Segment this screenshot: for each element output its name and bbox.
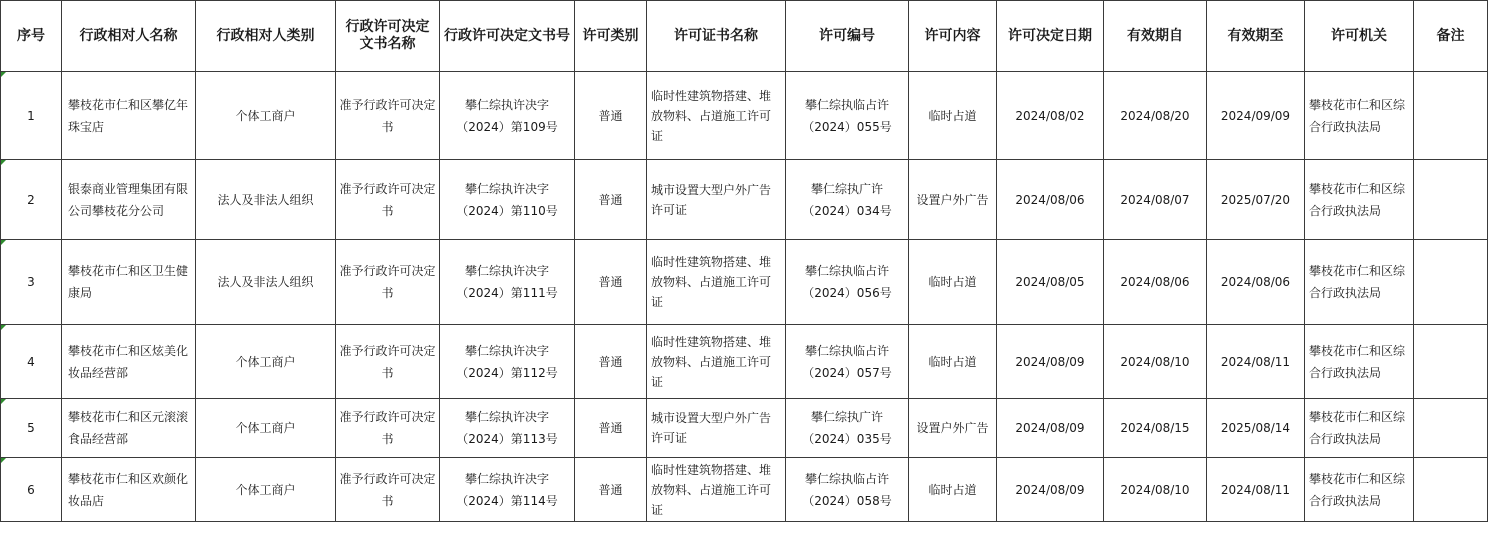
- cell-valid-from[interactable]: 2024/08/10: [1104, 325, 1207, 399]
- cell-permit-no[interactable]: 攀仁综执广许（2024）034号: [786, 160, 909, 240]
- cell-authority[interactable]: 攀枝花市仁和区综合行政执法局: [1305, 240, 1414, 325]
- cell-permit-no[interactable]: 攀仁综执临占许（2024）055号: [786, 72, 909, 160]
- cell-decision-date[interactable]: 2024/08/09: [997, 399, 1104, 458]
- cell-authority[interactable]: 攀枝花市仁和区综合行政执法局: [1305, 160, 1414, 240]
- cell-cert-name[interactable]: 临时性建筑物搭建、堆放物料、占道施工许可证: [647, 458, 786, 522]
- header-cell[interactable]: 许可编号: [786, 1, 909, 72]
- cell-valid-to[interactable]: 2025/07/20: [1207, 160, 1305, 240]
- cell-content[interactable]: 临时占道: [909, 240, 997, 325]
- table-row: [1, 240, 1488, 325]
- cell-type[interactable]: 普通: [575, 72, 647, 160]
- cell-doc-name[interactable]: 准予行政许可决定书: [336, 160, 440, 240]
- cell-category[interactable]: 个体工商户: [196, 72, 336, 160]
- cell-permit-no[interactable]: 攀仁综执临占许（2024）056号: [786, 240, 909, 325]
- cell-category[interactable]: 个体工商户: [196, 458, 336, 522]
- cell-no[interactable]: 6: [1, 458, 62, 522]
- cell-doc-no[interactable]: 攀仁综执许决字（2024）第113号: [440, 399, 575, 458]
- cell-doc-name[interactable]: 准予行政许可决定书: [336, 458, 440, 522]
- cell-decision-date[interactable]: 2024/08/09: [997, 458, 1104, 522]
- cell-name[interactable]: 攀枝花市仁和区攀亿年珠宝店: [62, 72, 196, 160]
- cell-doc-no[interactable]: 攀仁综执许决字（2024）第114号: [440, 458, 575, 522]
- cell-valid-to[interactable]: 2024/09/09: [1207, 72, 1305, 160]
- cell-valid-to[interactable]: 2024/08/11: [1207, 325, 1305, 399]
- cell-category[interactable]: 法人及非法人组织: [196, 160, 336, 240]
- cell-remark[interactable]: [1414, 160, 1488, 240]
- cell-category[interactable]: 法人及非法人组织: [196, 240, 336, 325]
- cell-decision-date[interactable]: 2024/08/06: [997, 160, 1104, 240]
- cell-category[interactable]: 个体工商户: [196, 325, 336, 399]
- cell-doc-name[interactable]: 准予行政许可决定书: [336, 399, 440, 458]
- cell-name[interactable]: 攀枝花市仁和区卫生健康局: [62, 240, 196, 325]
- cell-cert-name[interactable]: 临时性建筑物搭建、堆放物料、占道施工许可证: [647, 325, 786, 399]
- cell-content[interactable]: 设置户外广告: [909, 160, 997, 240]
- header-cell[interactable]: 许可内容: [909, 1, 997, 72]
- cell-decision-date[interactable]: 2024/08/05: [997, 240, 1104, 325]
- cell-cert-name[interactable]: 城市设置大型户外广告许可证: [647, 399, 786, 458]
- cell-type[interactable]: 普通: [575, 325, 647, 399]
- cell-content[interactable]: 临时占道: [909, 72, 997, 160]
- table-row: [1, 458, 1488, 522]
- cell-valid-from[interactable]: 2024/08/07: [1104, 160, 1207, 240]
- cell-doc-name[interactable]: 准予行政许可决定书: [336, 325, 440, 399]
- header-row: [1, 1, 1488, 72]
- header-cell[interactable]: 备注: [1414, 1, 1488, 72]
- cell-valid-from[interactable]: 2024/08/06: [1104, 240, 1207, 325]
- cell-no[interactable]: 3: [1, 240, 62, 325]
- cell-type[interactable]: 普通: [575, 240, 647, 325]
- header-cell[interactable]: 有效期至: [1207, 1, 1305, 72]
- cell-valid-to[interactable]: 2024/08/06: [1207, 240, 1305, 325]
- cell-authority[interactable]: 攀枝花市仁和区综合行政执法局: [1305, 458, 1414, 522]
- header-cell[interactable]: 许可类别: [575, 1, 647, 72]
- header-cell[interactable]: 行政许可决定文书号: [440, 1, 575, 72]
- cell-valid-to[interactable]: 2024/08/11: [1207, 458, 1305, 522]
- cell-valid-from[interactable]: 2024/08/10: [1104, 458, 1207, 522]
- cell-permit-no[interactable]: 攀仁综执临占许（2024）057号: [786, 325, 909, 399]
- table-row: [1, 72, 1488, 160]
- cell-valid-from[interactable]: 2024/08/20: [1104, 72, 1207, 160]
- cell-authority[interactable]: 攀枝花市仁和区综合行政执法局: [1305, 72, 1414, 160]
- cell-cert-name[interactable]: 临时性建筑物搭建、堆放物料、占道施工许可证: [647, 72, 786, 160]
- cell-name[interactable]: 银泰商业管理集团有限公司攀枝花分公司: [62, 160, 196, 240]
- cell-doc-no[interactable]: 攀仁综执许决字（2024）第112号: [440, 325, 575, 399]
- cell-name[interactable]: 攀枝花市仁和区欢颜化妆品店: [62, 458, 196, 522]
- table-row: [1, 399, 1488, 458]
- cell-remark[interactable]: [1414, 399, 1488, 458]
- header-cell[interactable]: 许可证书名称: [647, 1, 786, 72]
- cell-valid-to[interactable]: 2025/08/14: [1207, 399, 1305, 458]
- cell-doc-name[interactable]: 准予行政许可决定书: [336, 240, 440, 325]
- cell-type[interactable]: 普通: [575, 458, 647, 522]
- cell-remark[interactable]: [1414, 325, 1488, 399]
- cell-no[interactable]: 2: [1, 160, 62, 240]
- header-cell[interactable]: 许可决定日期: [997, 1, 1104, 72]
- cell-content[interactable]: 设置户外广告: [909, 399, 997, 458]
- cell-doc-no[interactable]: 攀仁综执许决字（2024）第110号: [440, 160, 575, 240]
- cell-content[interactable]: 临时占道: [909, 325, 997, 399]
- cell-name[interactable]: 攀枝花市仁和区炫美化妆品经营部: [62, 325, 196, 399]
- header-cell[interactable]: 行政相对人名称: [62, 1, 196, 72]
- table-row: [1, 325, 1488, 399]
- cell-doc-no[interactable]: 攀仁综执许决字（2024）第111号: [440, 240, 575, 325]
- cell-valid-from[interactable]: 2024/08/15: [1104, 399, 1207, 458]
- cell-content[interactable]: 临时占道: [909, 458, 997, 522]
- cell-doc-name[interactable]: 准予行政许可决定书: [336, 72, 440, 160]
- cell-decision-date[interactable]: 2024/08/09: [997, 325, 1104, 399]
- header-cell[interactable]: 有效期自: [1104, 1, 1207, 72]
- cell-permit-no[interactable]: 攀仁综执广许（2024）035号: [786, 399, 909, 458]
- cell-no[interactable]: 5: [1, 399, 62, 458]
- cell-cert-name[interactable]: 临时性建筑物搭建、堆放物料、占道施工许可证: [647, 240, 786, 325]
- header-cell[interactable]: 许可机关: [1305, 1, 1414, 72]
- cell-authority[interactable]: 攀枝花市仁和区综合行政执法局: [1305, 325, 1414, 399]
- cell-cert-name[interactable]: 城市设置大型户外广告许可证: [647, 160, 786, 240]
- cell-remark[interactable]: [1414, 240, 1488, 325]
- cell-no[interactable]: 1: [1, 72, 62, 160]
- cell-name[interactable]: 攀枝花市仁和区元滚滚食品经营部: [62, 399, 196, 458]
- cell-doc-no[interactable]: 攀仁综执许决字（2024）第109号: [440, 72, 575, 160]
- cell-remark[interactable]: [1414, 72, 1488, 160]
- cell-remark[interactable]: [1414, 458, 1488, 522]
- header-cell[interactable]: 序号: [1, 1, 62, 72]
- table-row: [1, 160, 1488, 240]
- cell-type[interactable]: 普通: [575, 399, 647, 458]
- cell-decision-date[interactable]: 2024/08/02: [997, 72, 1104, 160]
- cell-category[interactable]: 个体工商户: [196, 399, 336, 458]
- cell-permit-no[interactable]: 攀仁综执临占许（2024）058号: [786, 458, 909, 522]
- cell-authority[interactable]: 攀枝花市仁和区综合行政执法局: [1305, 399, 1414, 458]
- cell-no[interactable]: 4: [1, 325, 62, 399]
- header-cell[interactable]: 行政许可决定文书名称: [336, 1, 440, 72]
- cell-type[interactable]: 普通: [575, 160, 647, 240]
- header-cell[interactable]: 行政相对人类别: [196, 1, 336, 72]
